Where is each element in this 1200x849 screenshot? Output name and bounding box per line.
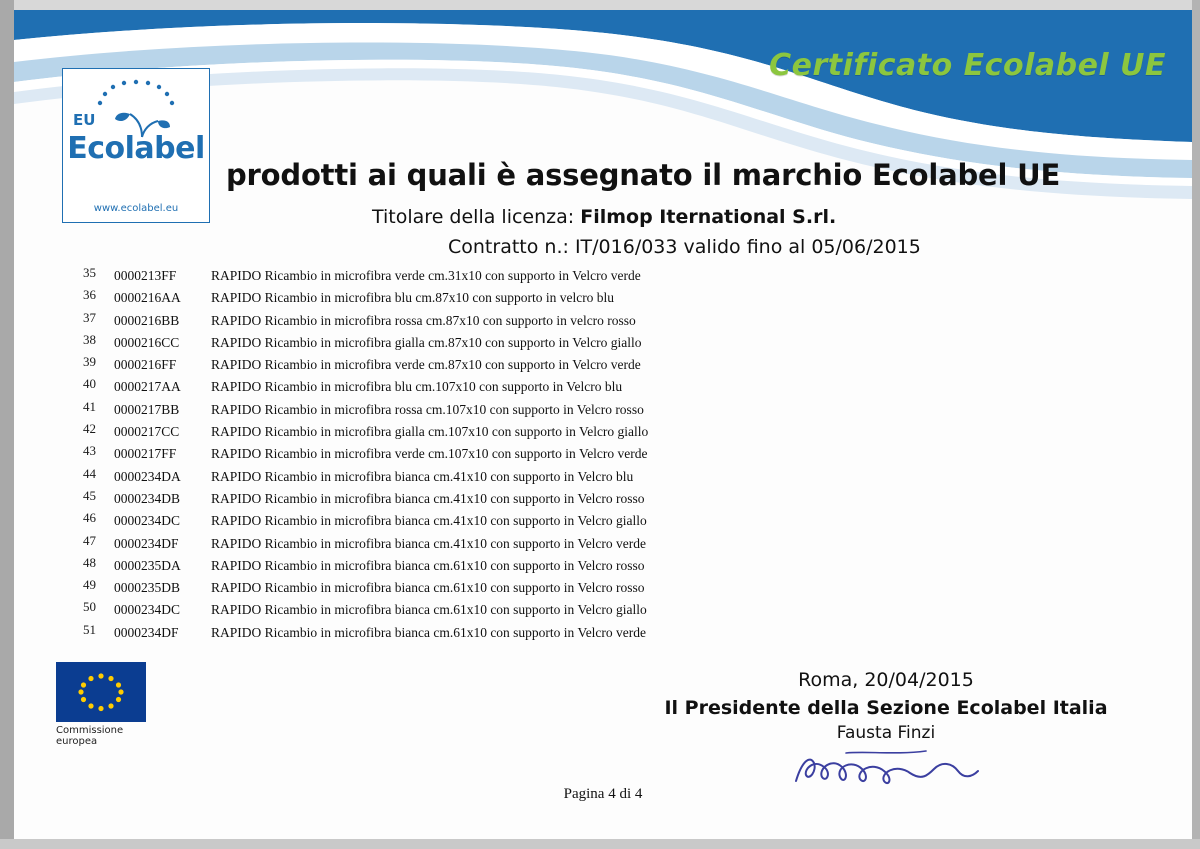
- signature-block: [626, 669, 1146, 799]
- product-code: 0000235DA: [114, 557, 181, 573]
- product-index: 41: [83, 398, 96, 414]
- table-row: [54, 421, 1144, 446]
- table-row: [54, 309, 1144, 335]
- page-title: prodotti ai quali è assegnato il marchio Ecolabel UE: [226, 158, 1061, 192]
- product-index: 39: [83, 354, 96, 370]
- eu-emblem-caption-line1: Commissione: [56, 725, 124, 736]
- license-holder-value: Filmop Iternational S.rl.: [580, 206, 837, 228]
- product-table: [54, 265, 1144, 647]
- contract-label: Contratto n.:: [448, 236, 569, 258]
- logo-wordmark: Ecolabel: [67, 131, 205, 166]
- product-description: RAPIDO Ricambio in microfibra blu cm.107x10 con supporto in Velcro blu: [211, 379, 623, 395]
- table-row: [54, 465, 1144, 491]
- eu-flag-icon: [56, 662, 146, 722]
- scan-edge-top: [0, 0, 1200, 10]
- product-index: 37: [83, 309, 96, 325]
- product-description: RAPIDO Ricambio in microfibra verde cm.107x10 con supporto in Velcro verde: [211, 446, 648, 462]
- eu-emblem-caption: [56, 725, 148, 747]
- table-row: [54, 331, 1144, 357]
- product-index: 51: [83, 621, 96, 637]
- product-code: 0000216AA: [114, 290, 181, 306]
- table-row: [54, 577, 1144, 602]
- product-description: RAPIDO Ricambio in microfibra bianca cm.41x10 con supporto in Velcro rosso: [211, 490, 645, 506]
- product-code: 0000234DB: [114, 490, 181, 506]
- product-code: 0000216CC: [114, 334, 180, 350]
- product-description: RAPIDO Ricambio in microfibra gialla cm.107x10 con supporto in Velcro giallo: [211, 424, 649, 440]
- product-index: 38: [83, 331, 96, 347]
- product-code: 0000217CC: [114, 424, 180, 440]
- product-code: 0000213FF: [114, 268, 177, 283]
- product-code: 0000217BB: [114, 401, 180, 417]
- product-description: RAPIDO Ricambio in microfibra rossa cm.87x10 con supporto in velcro rosso: [211, 312, 636, 328]
- page-footer-number: Pagina 4 di 4: [563, 786, 643, 802]
- scan-edge-right: [1192, 0, 1200, 849]
- certificate-header-title: Certificato Ecolabel UE: [769, 48, 1166, 83]
- product-index: 36: [83, 287, 96, 303]
- product-description: RAPIDO Ricambio in microfibra bianca cm.61x10 con supporto in Velcro rosso: [211, 557, 645, 573]
- logo-eu-text: EU: [73, 111, 96, 129]
- contract-line: [226, 236, 926, 258]
- table-row: [54, 554, 1144, 580]
- product-index: 40: [83, 376, 96, 392]
- product-description: RAPIDO Ricambio in microfibra gialla cm.87x10 con supporto in Velcro giallo: [211, 334, 642, 350]
- table-row: [54, 532, 1144, 558]
- product-description: RAPIDO Ricambio in microfibra rossa cm.107x10 con supporto in Velcro rosso: [211, 401, 644, 417]
- contract-number: IT/016/033: [574, 236, 678, 258]
- product-code: 0000217FF: [114, 446, 177, 462]
- ecolabel-logo: [62, 68, 210, 223]
- license-holder-line: [226, 206, 926, 228]
- table-row: [54, 487, 1144, 513]
- product-description: RAPIDO Ricambio in microfibra verde cm.87x10 con supporto in Velcro verde: [211, 357, 641, 373]
- license-holder-label: Titolare della licenza:: [372, 206, 575, 228]
- product-index: 42: [83, 421, 96, 437]
- product-code: 0000235DB: [114, 580, 181, 596]
- product-index: 47: [83, 532, 96, 548]
- table-row: [54, 443, 1144, 468]
- contract-validity: valido fino al 05/06/2015: [683, 236, 921, 258]
- signature-name: Fausta Finzi: [836, 723, 936, 743]
- signature-role: Il Presidente della Sezione Ecolabel Italia: [664, 697, 1108, 719]
- product-code: 0000234DF: [114, 624, 179, 640]
- table-row: [54, 287, 1144, 312]
- product-description: RAPIDO Ricambio in microfibra bianca cm.61x10 con supporto in Velcro rosso: [211, 580, 645, 596]
- product-description: RAPIDO Ricambio in microfibra bianca cm.61x10 con supporto in Velcro verde: [211, 624, 647, 640]
- product-description: RAPIDO Ricambio in microfibra bianca cm.41x10 con supporto in Velcro blu: [211, 468, 634, 484]
- scan-edge-bottom: [0, 839, 1200, 849]
- product-index: 43: [83, 443, 96, 459]
- product-code: 0000234DC: [114, 602, 181, 618]
- product-description: RAPIDO Ricambio in microfibra bianca cm.41x10 con supporto in Velcro verde: [211, 535, 647, 551]
- product-code: 0000217AA: [114, 379, 181, 395]
- eu-commission-emblem: [56, 662, 148, 747]
- document-sheet: [14, 10, 1192, 839]
- table-row: [54, 354, 1144, 379]
- signature-city-date: Roma, 20/04/2015: [798, 669, 974, 691]
- product-index: 46: [83, 510, 96, 526]
- product-code: 0000234DF: [114, 535, 179, 551]
- logo-url: www.ecolabel.eu: [93, 203, 179, 214]
- product-code: 0000216BB: [114, 312, 180, 328]
- product-index: 44: [83, 465, 96, 481]
- product-code: 0000234DC: [114, 513, 181, 529]
- product-description: RAPIDO Ricambio in microfibra bianca cm.41x10 con supporto in Velcro giallo: [211, 513, 647, 529]
- table-row: [54, 376, 1144, 401]
- table-row: [54, 265, 1144, 290]
- product-index: 49: [83, 577, 96, 593]
- product-index: 48: [83, 554, 96, 570]
- table-row: [54, 621, 1144, 647]
- table-row: [54, 398, 1144, 424]
- scan-edge-left: [0, 0, 14, 849]
- product-index: 50: [83, 599, 96, 615]
- product-description: RAPIDO Ricambio in microfibra verde cm.31x10 con supporto in Velcro verde: [211, 268, 641, 283]
- eu-emblem-caption-line2: europea: [56, 736, 98, 747]
- product-description: RAPIDO Ricambio in microfibra bianca cm.61x10 con supporto in Velcro giallo: [211, 602, 647, 618]
- table-row: [54, 599, 1144, 624]
- product-code: 0000234DA: [114, 468, 181, 484]
- product-index: 35: [83, 265, 96, 280]
- product-description: RAPIDO Ricambio in microfibra blu cm.87x10 con supporto in velcro blu: [211, 290, 615, 306]
- table-row: [54, 510, 1144, 535]
- product-code: 0000216FF: [114, 357, 177, 373]
- product-index: 45: [83, 487, 96, 503]
